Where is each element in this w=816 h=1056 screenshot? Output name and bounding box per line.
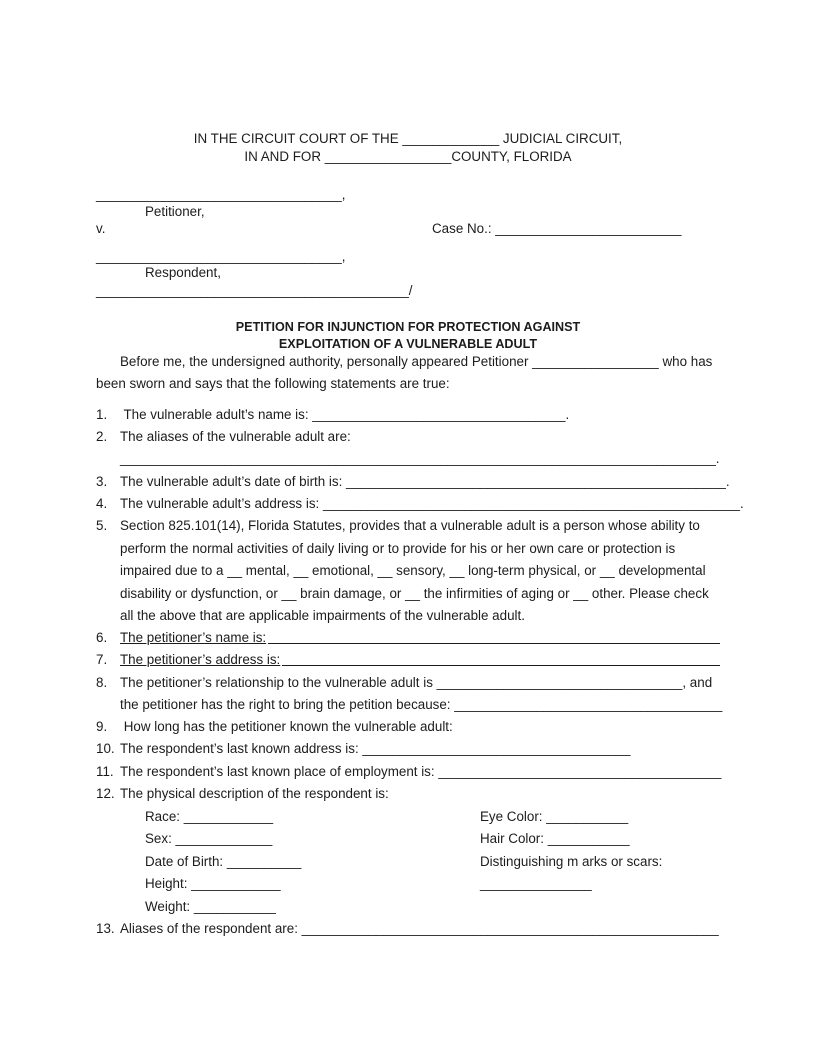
respondent-employment-field[interactable]: The respondent’s last known place of employment is: ______________________________________ (120, 764, 722, 779)
respondent-label: Respondent, (145, 265, 221, 280)
petitioner-address-line[interactable] (282, 665, 720, 666)
respondent-name-blank[interactable]: _________________________________, (96, 249, 346, 264)
item-number: 1. (96, 407, 108, 422)
item5-line1: Section 825.101(14), Florida Statutes, provides that a vulnerable adult is a person whose ability to (120, 518, 700, 533)
item-number: 8. (96, 675, 108, 690)
item5-line2: perform the normal activities of daily living or to provide for his or her own care or protection is (120, 541, 676, 556)
respondent-aliases-field[interactable]: Aliases of the respondent are: ________________________________________________________ (120, 921, 719, 936)
court-caption-line1: IN THE CIRCUIT COURT OF THE _____________ JUDICIAL CIRCUIT, (193, 131, 623, 146)
right-to-petition-field[interactable]: the petitioner has the right to bring the petition because: ____________________________________ (120, 697, 723, 712)
item-number: 5. (96, 518, 108, 533)
respondent-address-field[interactable]: The respondent’s last known address is: ____________________________________ (120, 741, 631, 756)
physical-description-label: The physical description of the respondent is: (120, 786, 389, 801)
item-number: 9. (96, 719, 108, 734)
aliases-label: The aliases of the vulnerable adult are: (120, 429, 351, 444)
item-number: 7. (96, 652, 108, 667)
impairment-checklist-line2[interactable]: disability or dysfunction, or __ brain damage, or __ the infirmities of aging or __ other. Please check (120, 586, 709, 601)
item-number: 4. (96, 496, 108, 511)
item5-line5: all the above that are applicable impairments of the vulnerable adult. (120, 608, 525, 623)
vulnerable-adult-address-field[interactable]: The vulnerable adult’s address is: ________________________________________________________. (120, 496, 744, 511)
vulnerable-adult-aliases-field[interactable]: ________________________________________________________________________________. (120, 451, 720, 466)
item-number: 2. (96, 429, 108, 444)
vulnerable-adult-dob-field[interactable]: The vulnerable adult’s date of birth is: ___________________________________________________. (120, 474, 730, 489)
petitioner-address-label: The petitioner’s address is: (120, 652, 281, 667)
intro-line2: been sworn and says that the following statements are true: (96, 376, 450, 391)
petitioner-label: Petitioner, (145, 204, 205, 219)
distinguishing-marks-label: Distinguishing m arks or scars: (480, 854, 663, 869)
weight-field[interactable]: Weight: ___________ (145, 899, 276, 914)
item-number: 6. (96, 630, 108, 645)
petition-title-line2: EXPLOITATION OF A VULNERABLE ADULT (278, 337, 538, 351)
relationship-field[interactable]: The petitioner’s relationship to the vulnerable adult is _________________________________, and (120, 675, 713, 690)
petitioner-name-blank[interactable]: _________________________________, (96, 187, 346, 202)
known-duration-label: How long has the petitioner known the vulnerable adult: (120, 719, 453, 734)
petitioner-name-line[interactable] (268, 643, 720, 644)
vulnerable-adult-name-field[interactable]: The vulnerable adult’s name is: __________________________________. (120, 407, 570, 422)
item-number: 12. (96, 786, 115, 801)
court-caption-line2: IN AND FOR _________________COUNTY, FLORIDA (244, 149, 572, 164)
item-number: 11. (96, 764, 114, 779)
date-of-birth-field[interactable]: Date of Birth: __________ (145, 854, 302, 869)
hair-color-field[interactable]: Hair Color: ___________ (480, 831, 630, 846)
distinguishing-marks-field[interactable]: _______________ (480, 876, 592, 891)
item-number: 13. (96, 921, 115, 936)
versus-label: v. (96, 221, 106, 236)
item-number: 3. (96, 474, 108, 489)
petitioner-name-label: The petitioner’s name is: (120, 630, 267, 645)
intro-line1: Before me, the undersigned authority, personally appeared Petitioner _________________ who has (120, 354, 713, 369)
eye-color-field[interactable]: Eye Color: ___________ (480, 809, 629, 824)
impairment-checklist-line1[interactable]: impaired due to a __ mental, __ emotional, __ sensory, __ long-term physical, or __ developmental (120, 563, 706, 578)
race-field[interactable]: Race: ____________ (145, 809, 274, 824)
caption-closing-line: __________________________________________/ (96, 283, 413, 298)
case-number-field[interactable]: Case No.: _________________________ (432, 221, 682, 236)
petition-title-line1: PETITION FOR INJUNCTION FOR PROTECTION AGAINST (235, 320, 581, 334)
height-field[interactable]: Height: ____________ (145, 876, 281, 891)
item-number: 10. (96, 741, 115, 756)
sex-field[interactable]: Sex: _____________ (145, 831, 273, 846)
